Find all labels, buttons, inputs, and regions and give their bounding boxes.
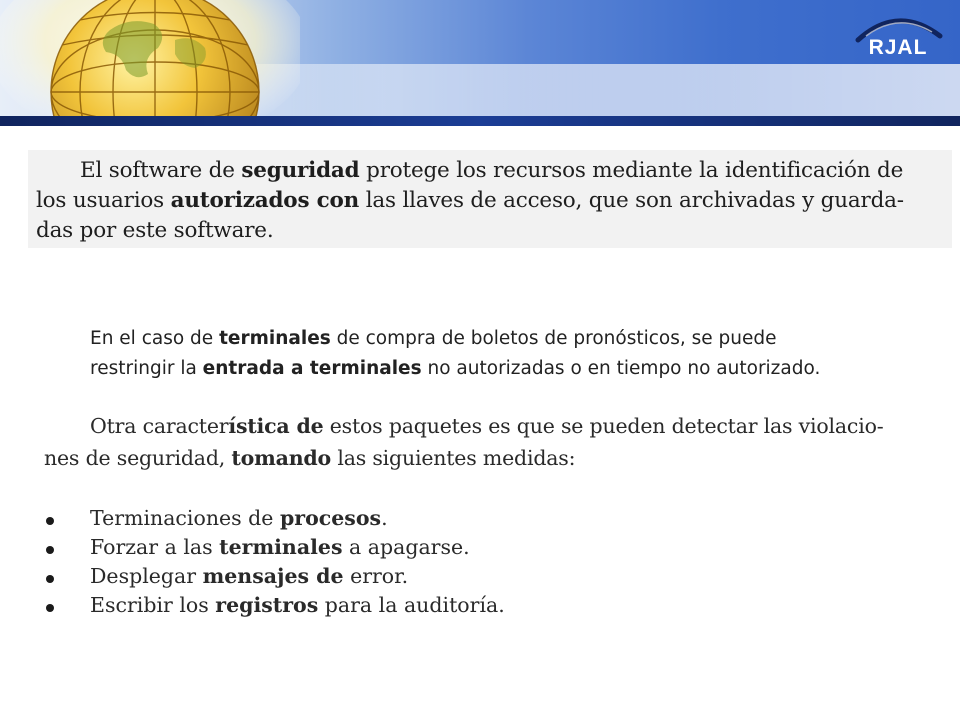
- scanned-paragraph-1: [28, 150, 952, 248]
- measures-list: [40, 506, 505, 622]
- list-item: Forzar a las terminales a apagarse.: [40, 535, 505, 564]
- banner-bottom-rule: [0, 116, 960, 126]
- paragraph-2-line-1: En el caso de terminales de compra de boletos de pronósticos, se puede: [90, 328, 777, 349]
- paragraph-1-line-3: das por este software.: [36, 218, 274, 243]
- paragraph-2-line-2: restringir la entrada a terminales no autorizadas o en tiempo no autorizado.: [90, 358, 821, 379]
- list-item: Desplegar mensajes de error.: [40, 564, 505, 593]
- globe-icon: [0, 0, 300, 126]
- paragraph-3-line-1: Otra característica de estos paquetes es que se pueden detectar las violacio-: [90, 414, 884, 438]
- bullet-icon: [46, 517, 54, 525]
- scanned-paragraph-2: [40, 318, 932, 638]
- title-banner: [0, 0, 960, 126]
- bullet-icon: [46, 604, 54, 612]
- paragraph-1-line-1: El software de seguridad protege los recursos mediante la identificación de: [80, 158, 904, 183]
- rjal-logo: [848, 10, 948, 70]
- bullet-icon: [46, 546, 54, 554]
- list-item: Terminaciones de procesos.: [40, 506, 505, 535]
- logo-text: RJAL: [868, 36, 928, 59]
- paragraph-3-line-2: nes de seguridad, tomando las siguientes medidas:: [44, 446, 576, 470]
- list-item: Escribir los registros para la auditoría.: [40, 593, 505, 622]
- bullet-icon: [46, 575, 54, 583]
- paragraph-1-line-2: los usuarios autorizados con las llaves de acceso, que son archivadas y guarda-: [36, 188, 904, 213]
